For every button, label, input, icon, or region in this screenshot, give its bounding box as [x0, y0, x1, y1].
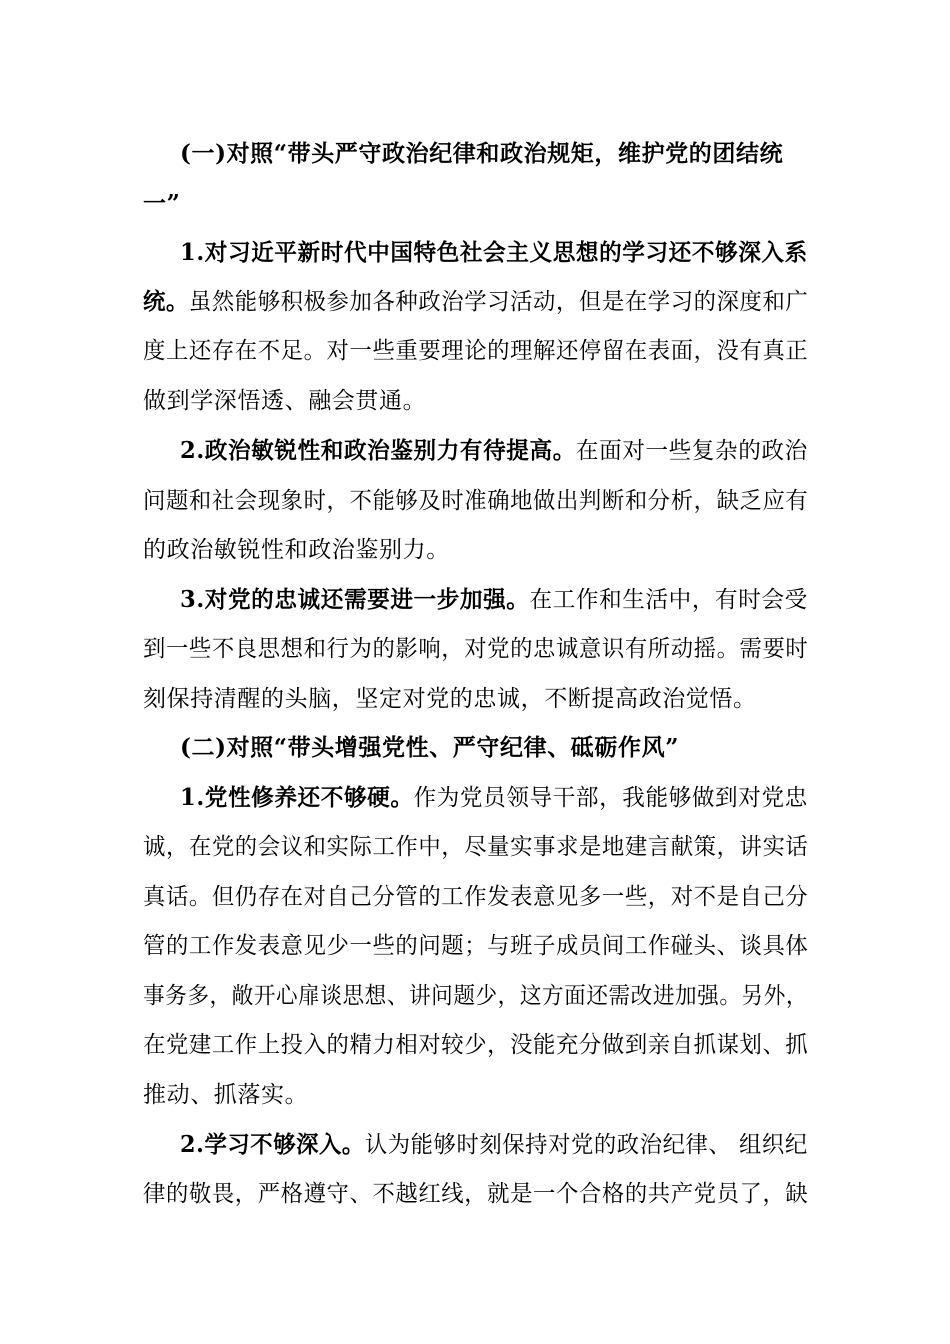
s2-p2-line-1 [180, 1125, 808, 1165]
s1-p3-line-1 [180, 580, 808, 620]
s1-p2-line-2: 问题和社会现象时，不能够及时准确地做出判断和分析，缺乏应有 [143, 488, 809, 514]
s1-p2-bold-title: 2.政治敏锐性和政治鉴别力有待提高。 [180, 437, 576, 464]
s2-p2-line-2: 律的敬畏，严格遵守、不越红线，就是一个合格的共产党员了，缺 [143, 1181, 809, 1207]
s2-p1-bold-title: 1.党性修养还不够硬。 [180, 784, 414, 811]
s1-p2-line-3: 的政治敏锐性和政治鉴别力。 [143, 537, 450, 563]
section-2-heading: (二)对照“带头增强党性、严守纪律、砥砺作风” [180, 734, 680, 761]
s2-p1-line-7: 推动、抓落实。 [143, 1082, 309, 1108]
s1-p1-line-3: 度上还存在不足。对一些重要理论的理解还停留在表面，没有真正 [143, 338, 809, 364]
s2-p2-bold-title: 2.学习不够深入。 [180, 1131, 365, 1158]
s2-p2-text: 认为能够时刻保持对党的政治纪律、 组织纪 [364, 1132, 808, 1158]
s1-p3-line-3: 刻保持清醒的头脑，坚定对党的忠诚，不断提高政治觉悟。 [143, 686, 757, 712]
s1-p1-bold-title: 1.对习近平新时代中国特色社会主义思想的学习还不够深入系 [180, 239, 808, 266]
s1-p3-line-2: 到一些不良思想和行为的影响，对党的忠诚意识有所动摇。需要时 [143, 636, 809, 662]
s2-p1-line-6: 在党建工作上投入的精力相对较少，没能充分做到亲自抓谋划、抓 [143, 1032, 809, 1058]
s2-p1-line-2: 诚，在党的会议和实际工作中，尽量实事求是地建言献策，讲实话 [143, 834, 809, 860]
s1-p3-bold-title: 3.对党的忠诚还需要进一步加强。 [180, 586, 530, 613]
s2-p1-line-5: 事务多，敞开心扉谈思想、讲问题少，这方面还需改进加强。另外， [143, 983, 809, 1009]
section-1-heading-continued: 一” [143, 190, 181, 217]
s1-p1-line-1 [180, 233, 808, 273]
s2-p1-text: 作为党员领导干部，我能够做到对党忠 [413, 785, 808, 811]
s1-p1-text: 虽然能够积极参加各种政治学习活动，但是在学习的深度和广 [188, 289, 809, 315]
s1-p2-line-1 [180, 431, 808, 471]
s1-p3-text: 在工作和生活中，有时会受 [529, 587, 808, 613]
s2-p1-line-3: 真话。但仍存在对自己分管的工作发表意见多一些，对不是自己分 [143, 884, 809, 910]
s2-p1-line-1 [180, 778, 808, 818]
s1-p1-line-2 [143, 282, 808, 322]
s1-p1-line-4: 做到学深悟透、融会贯通。 [143, 388, 427, 414]
section-1-heading: (一)对照“带头严守政治纪律和政治规矩，维护党的团结统 [180, 140, 784, 167]
s1-p2-text: 在面对一些复杂的政治 [575, 438, 808, 464]
s2-p1-line-4: 管的工作发表意见少一些的问题；与班子成员间工作碰头、谈具体 [143, 933, 809, 959]
s1-p1-bold-title-end: 统。 [143, 288, 189, 315]
